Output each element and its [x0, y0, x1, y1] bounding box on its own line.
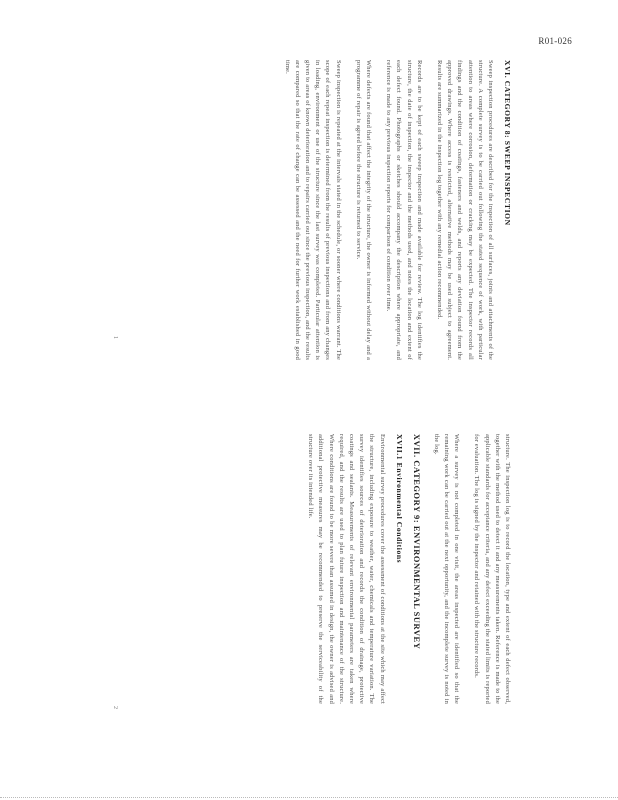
- paragraph: structure. The inspection log is to record the location, type and extent of each defect observed, together with the method used to detect it and any measurements taken. Reference is made to the applicable standards for acceptance criteria, and any defect exceeding the stated limits is reported for evaluation. The log is signed by the inspector and retained with the structure records.: [473, 434, 511, 704]
- section-heading: XVII. CATEGORY 9: ENVIRONMENTAL SURVEY: [411, 434, 421, 650]
- margin-mark-lower: 2: [112, 706, 118, 709]
- page-bottom-edge: [0, 797, 618, 798]
- section-sweep-inspection: [271, 60, 512, 360]
- paragraph: Records are to be kept of each sweep inspection and made available for review. The log identifies the structure, the date of inspection, the inspector and the methods used, and notes the location and extent of each defect found. Photographs or sketches should accompany the description where appropriate, and reference is made to any previous inspection reports for comparison of condition over time.: [385, 60, 423, 360]
- paragraph: Sweep inspection procedures are described for the inspection of all surfaces, joints and attachments of the structure. A complete survey is to be carried out following the stated sequence of work, with particular attention to areas where corrosion, deformation or cracking may be expected. The inspector records all findings and the condition of coatings, fasteners and welds, and reports any deviation found from the approved drawings. Where access is restricted, alternative methods may be used subject to agreement. Results are summarized in the inspection log together with any remedial action recommended.: [435, 60, 494, 360]
- margin-mark-upper: 1: [112, 336, 118, 339]
- paragraph: Environmental survey procedures cover the assessment of conditions at the site which may affect the structure, including exposure to weather, water, chemicals and temperature variation. The survey identifies sources of deterioration and records the condition of drainage, protective coatings and sealants. Measurements of relevant environmental parameters are taken where required, and the results are used to plan future inspection and maintenance of the structure. Where conditions are found to be more severe than assumed in design, the owner is advised and additional protective measures may be recommended to preserve the serviceability of the structure over its intended life.: [307, 434, 386, 704]
- paragraph: Where defects are found that affect the integrity of the structure, the owner is informed without delay and a programme of repair is agreed before the structure is returned to service.: [354, 60, 372, 360]
- section-heading: XVI. CATEGORY 8: SWEEP INSPECTION: [503, 60, 512, 226]
- paragraph: Sweep inspection is repeated at the intervals stated in the schedule, or sooner where conditions warrant. The scope of each repeat inspection is determined from the results of previous inspections and from any changes in loading, environment or use of the structure since the last survey was completed. Particular attention is given to areas of known deterioration and to repairs carried out since the previous inspection, and the results are compared so that the rate of change can be assessed and the need for further work established in good time.: [283, 60, 342, 360]
- section-environmental-survey: [295, 434, 512, 704]
- document-id: R01-026: [538, 36, 572, 46]
- subsection-heading: XVII.1 Environmental Conditions: [394, 434, 404, 564]
- paragraph: Where a survey is not completed in one visit, the areas inspected are identified so that the remaining work can be carried out at the next opportunity, and the incomplete survey is noted in the log.: [432, 434, 461, 704]
